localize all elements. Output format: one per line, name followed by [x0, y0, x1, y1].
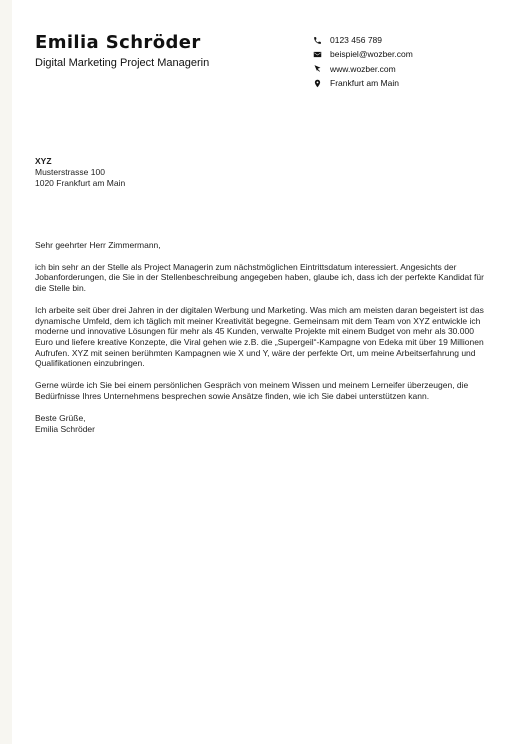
contact-website: [313, 62, 413, 76]
paragraph-intro: ich bin sehr an der Stelle als Project Managerin zum nächstmöglichen Eintrittsdatum interessiert. Angesichts der Jobanforderungen, die Sie in der Stellenbeschreibung angegeben haben, glaube ich, dass ich der perfekte Kandidat für die Stelle bin.: [35, 261, 484, 294]
phone-icon: [313, 36, 322, 45]
location-text: Frankfurt am Main: [330, 78, 399, 89]
closing-phrase: Beste Grüße,: [35, 413, 86, 423]
email-icon: [313, 50, 322, 59]
paragraph-conclusion: Gerne würde ich Sie bei einem persönlichen Gespräch von meinem Wissen und meinem Lerneifer überzeugen, die Bedürfnisse Ihres Unternehmens besprechen sowie Ansätze finden, wie ich Sie dabei unterstützen kann.: [35, 380, 469, 401]
website-link[interactable]: www.wozber.com: [330, 63, 396, 74]
signature-name: Emilia Schröder: [35, 424, 95, 435]
recipient-address: [35, 156, 125, 190]
letter-body: [35, 240, 491, 412]
letter-closing: [35, 413, 95, 435]
cursor-icon: [313, 64, 322, 73]
email-address[interactable]: beispiel@wozber.com: [330, 49, 413, 60]
recipient-city: 1020 Frankfurt am Main: [35, 178, 126, 189]
contact-location: [313, 76, 413, 90]
location-pin-icon: [313, 79, 322, 88]
contact-email: [313, 47, 413, 61]
contact-block: [313, 33, 413, 91]
recipient-name: XYZ: [35, 156, 52, 166]
contact-phone: [313, 33, 413, 47]
recipient-street: Musterstrasse 100: [35, 167, 105, 178]
phone-number: 0123 456 789: [330, 35, 382, 45]
applicant-job-title: Digital Marketing Project Managerin: [35, 57, 210, 69]
salutation: Sehr geehrter Herr Zimmermann,: [35, 240, 161, 250]
applicant-name: Emilia Schröder: [35, 32, 201, 53]
paragraph-experience: Ich arbeite seit über drei Jahren in der digitalen Werbung und Marketing. Was mich am meisten daran begeistert ist das dynamische Umfeld, dem ich täglich mit meiner Kreativität begegne. Gemeinsam mit dem Team von XYZ entwickle ich moderne und innovative Lösungen für mehr als 45 Kunden, verwalte Projekte mit einem Budget von mehr als 30.000 Euro und liefere kreative Konzepte, die Viral gehen wie z.B. die „Supergeil“-Kampagne von Edeka mit über 19 Millionen Aufrufen. XYZ mit seinen berühmten Kampagnen wie X und Y, wäre der perfekte Ort, um meine Arbeitserfahrung und Qualifikationen einzubringen.: [35, 304, 484, 369]
